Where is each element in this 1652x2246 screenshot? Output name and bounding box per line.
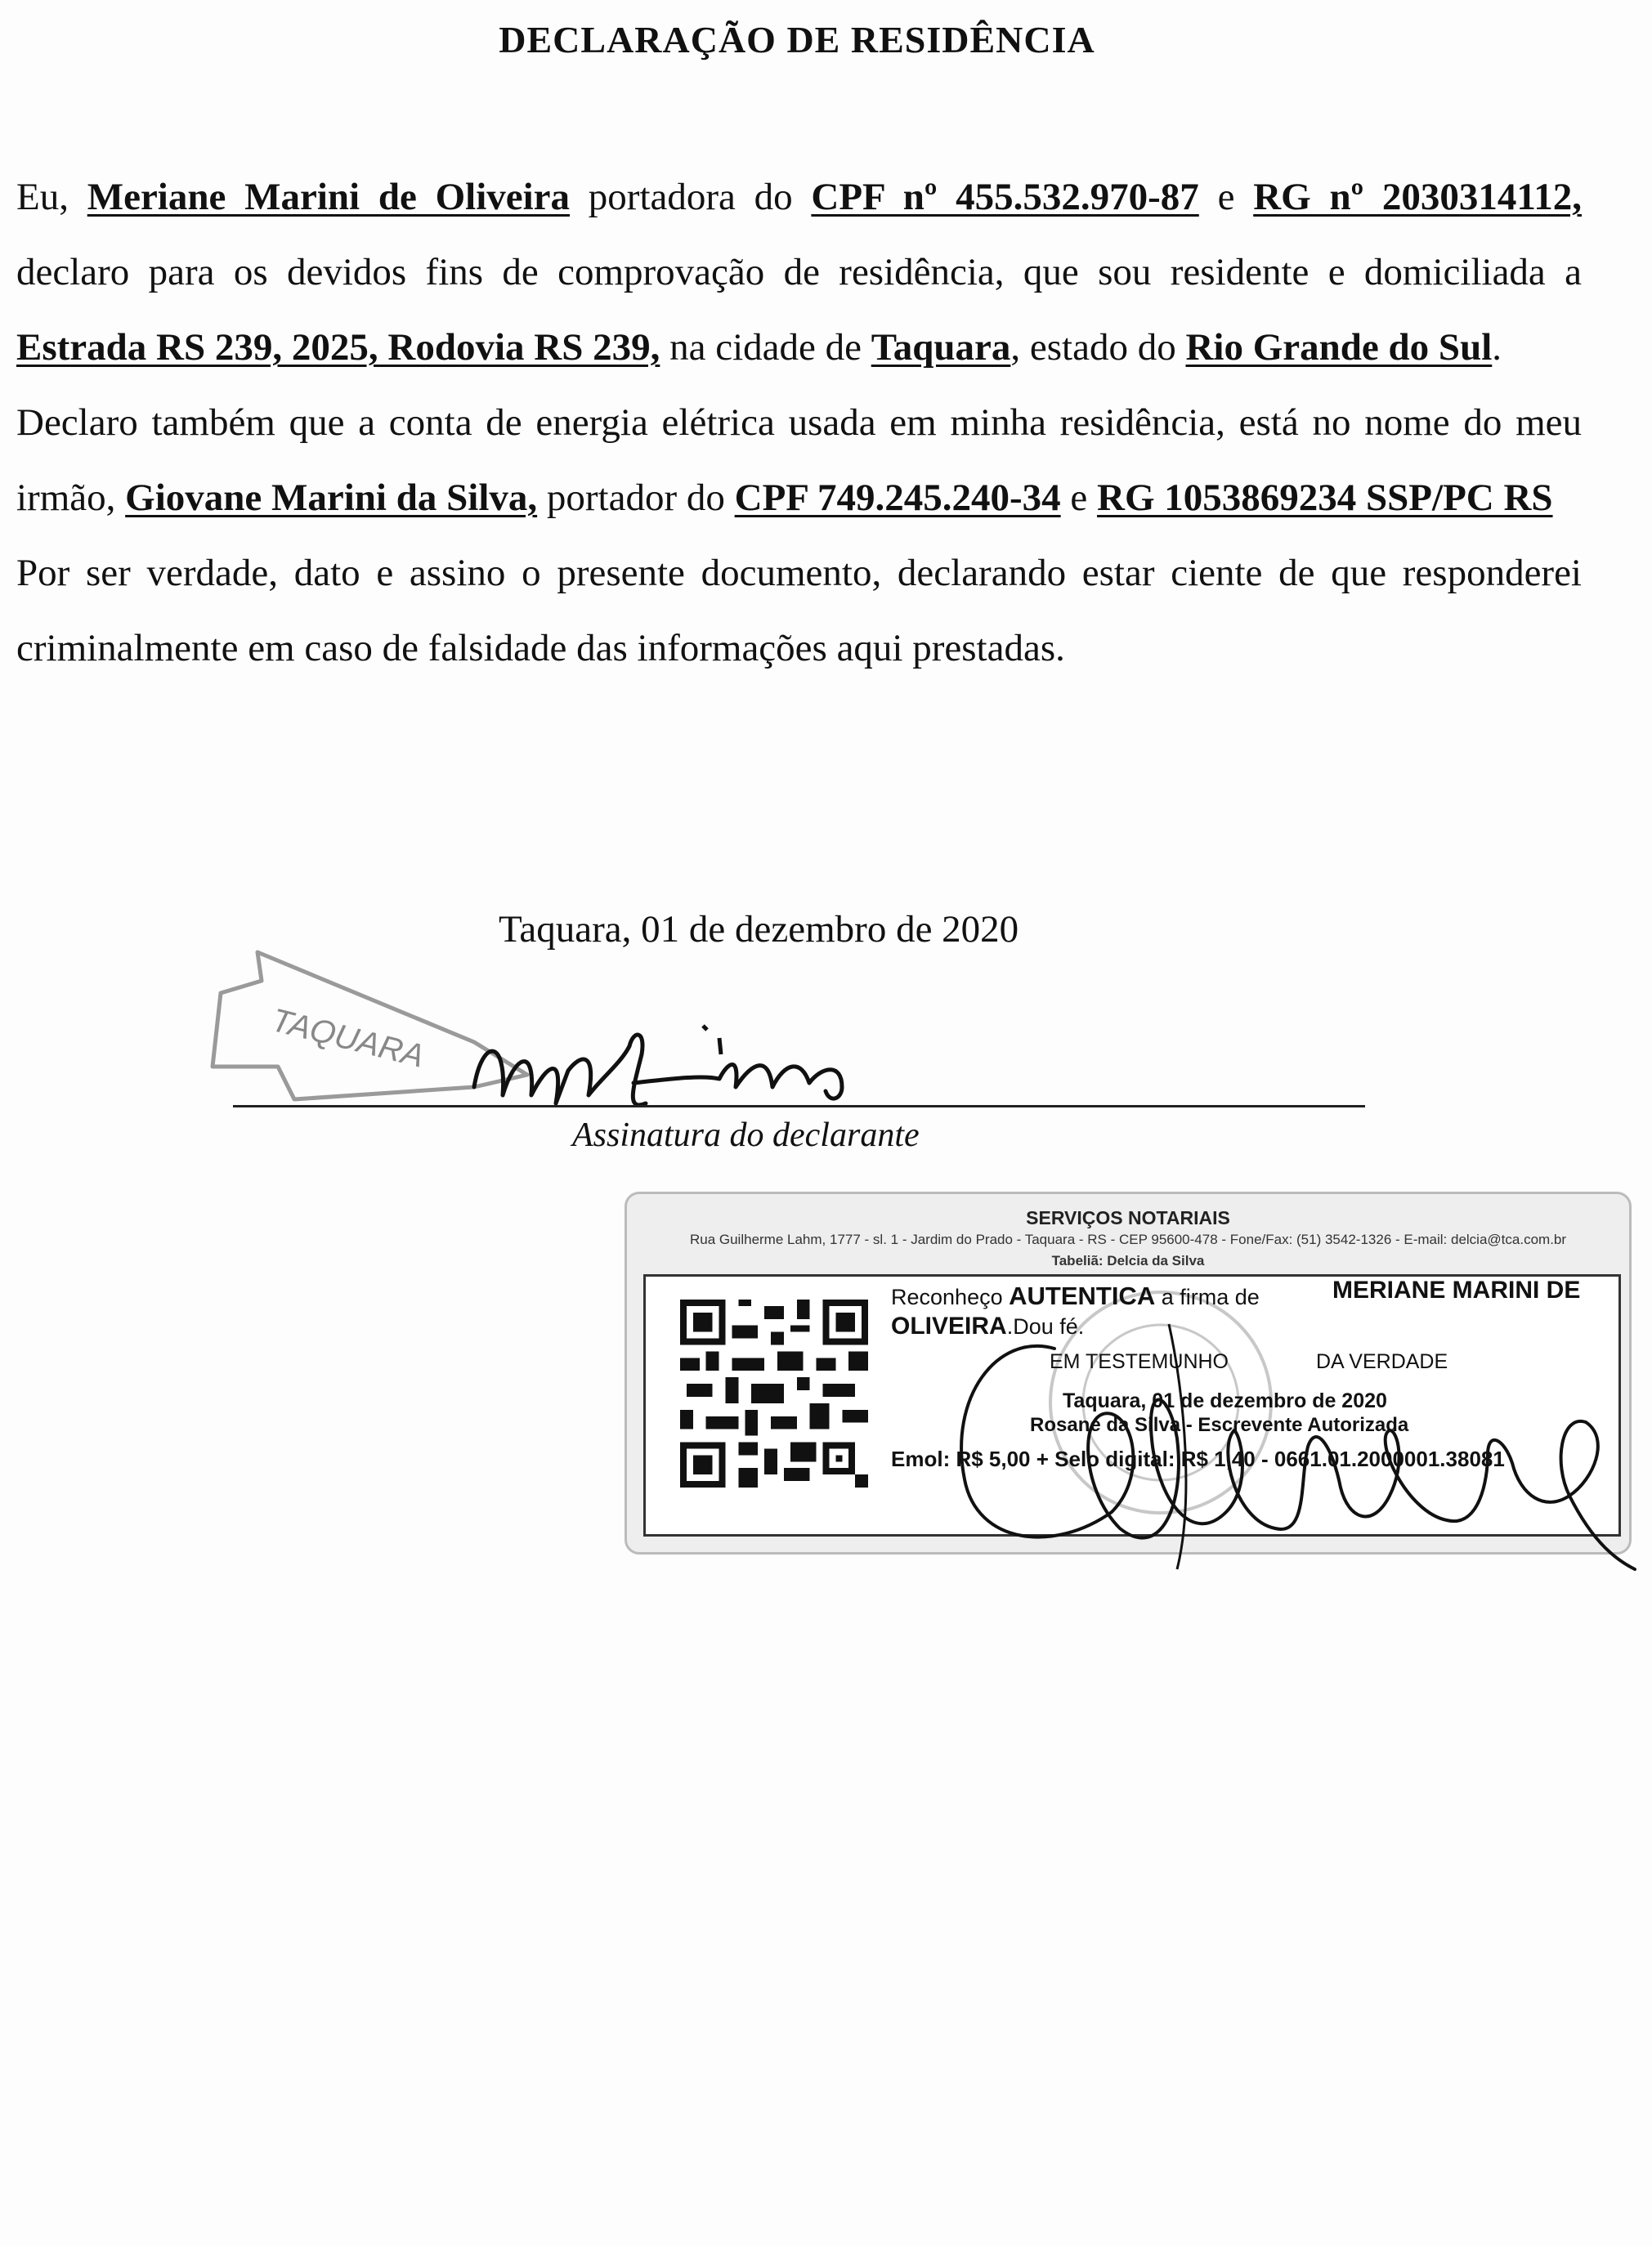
notary-signer-name: MERIANE MARINI DE [1332,1277,1581,1304]
text-segment: , estado do [1010,326,1186,369]
paragraph-identification [16,159,1582,385]
notary-tabeliao: Tabeliã: Delcia da Silva [1051,1253,1205,1268]
text-segment: declaro para os devidos fins de comprovação de residência, que sou residente e domiciliada a [16,251,1582,293]
signature-caption: Assinatura do declarante [572,1116,920,1154]
signature-line [233,1105,1365,1107]
notary-fees: Emol: R$ 5,00 + Selo digital: R$ 1,40 - 0661.01.2000001.38081 [891,1447,1505,1471]
notary-testimony: EM TESTEMUNHO [1050,1350,1229,1373]
brother-rg: RG 1053869234 SSP/PC RS [1097,476,1553,519]
text-segment: . [1492,326,1502,369]
declarant-name: Meriane Marini de Oliveira [87,176,571,218]
declarant-signature [458,1005,916,1128]
text-segment: a firma de [1155,1285,1260,1309]
notary-signature [916,1300,1651,1594]
document-title: DECLARAÇÃO DE RESIDÊNCIA [499,19,1095,60]
text-segment: Declaro também que a conta de energia elétrica usada em minha residência, está no nome do meu irmão, [16,401,1582,519]
brother-cpf: CPF 749.245.240-34 [734,476,1061,519]
notary-place-date: Taquara, 01 de dezembro de 2020 [1063,1389,1387,1412]
text-segment: .Dou fé. [1006,1314,1085,1339]
qr-code [680,1300,868,1488]
stamp-text: TAQUARA [267,1002,428,1075]
authentication-type: AUTENTICA [1009,1282,1156,1310]
text-segment: e [1198,176,1254,218]
declarant-cpf: CPF nº 455.532.970-87 [811,176,1199,218]
residence-city: Taquara [871,326,1011,369]
paragraph-utility-bill [16,385,1582,535]
residence-address: Estrada RS 239, 2025, Rodovia RS 239, [16,326,660,369]
notary-truth: DA VERDADE [1316,1350,1448,1373]
text-segment: portadora do [570,176,812,218]
text-segment: Reconheço [891,1285,1010,1309]
notary-clerk: Rosane da Silva - Escrevente Autorizada [1030,1414,1409,1436]
place-date: Taquara, 01 de dezembro de 2020 [499,908,1019,951]
declaration-body [16,159,1582,686]
text-segment: na cidade de [660,326,871,369]
signer-surname: OLIVEIRA [891,1313,1007,1340]
text-segment: Eu, [16,176,87,218]
brother-name: Giovane Marini da Silva, [125,476,538,519]
residence-state: Rio Grande do Sul [1185,326,1493,369]
notary-header: SERVIÇOS NOTARIAIS [1026,1207,1230,1228]
text-segment: e [1060,476,1098,519]
declarant-rg: RG nº 2030314112, [1253,176,1582,218]
paragraph-truth-statement: Por ser verdade, dato e assino o presente documento, declarando estar ciente de que responderei criminalmente em caso de falsidade das informações aqui prestadas. [16,552,1582,669]
text-segment: portador do [537,476,735,519]
notary-address: Rua Guilherme Lahm, 1777 - sl. 1 - Jardim do Prado - Taquara - RS - CEP 95600-478 - Fone/Fax: (51) 3542-1326 - E-mail: delcia@tca.com.br [689,1232,1567,1247]
